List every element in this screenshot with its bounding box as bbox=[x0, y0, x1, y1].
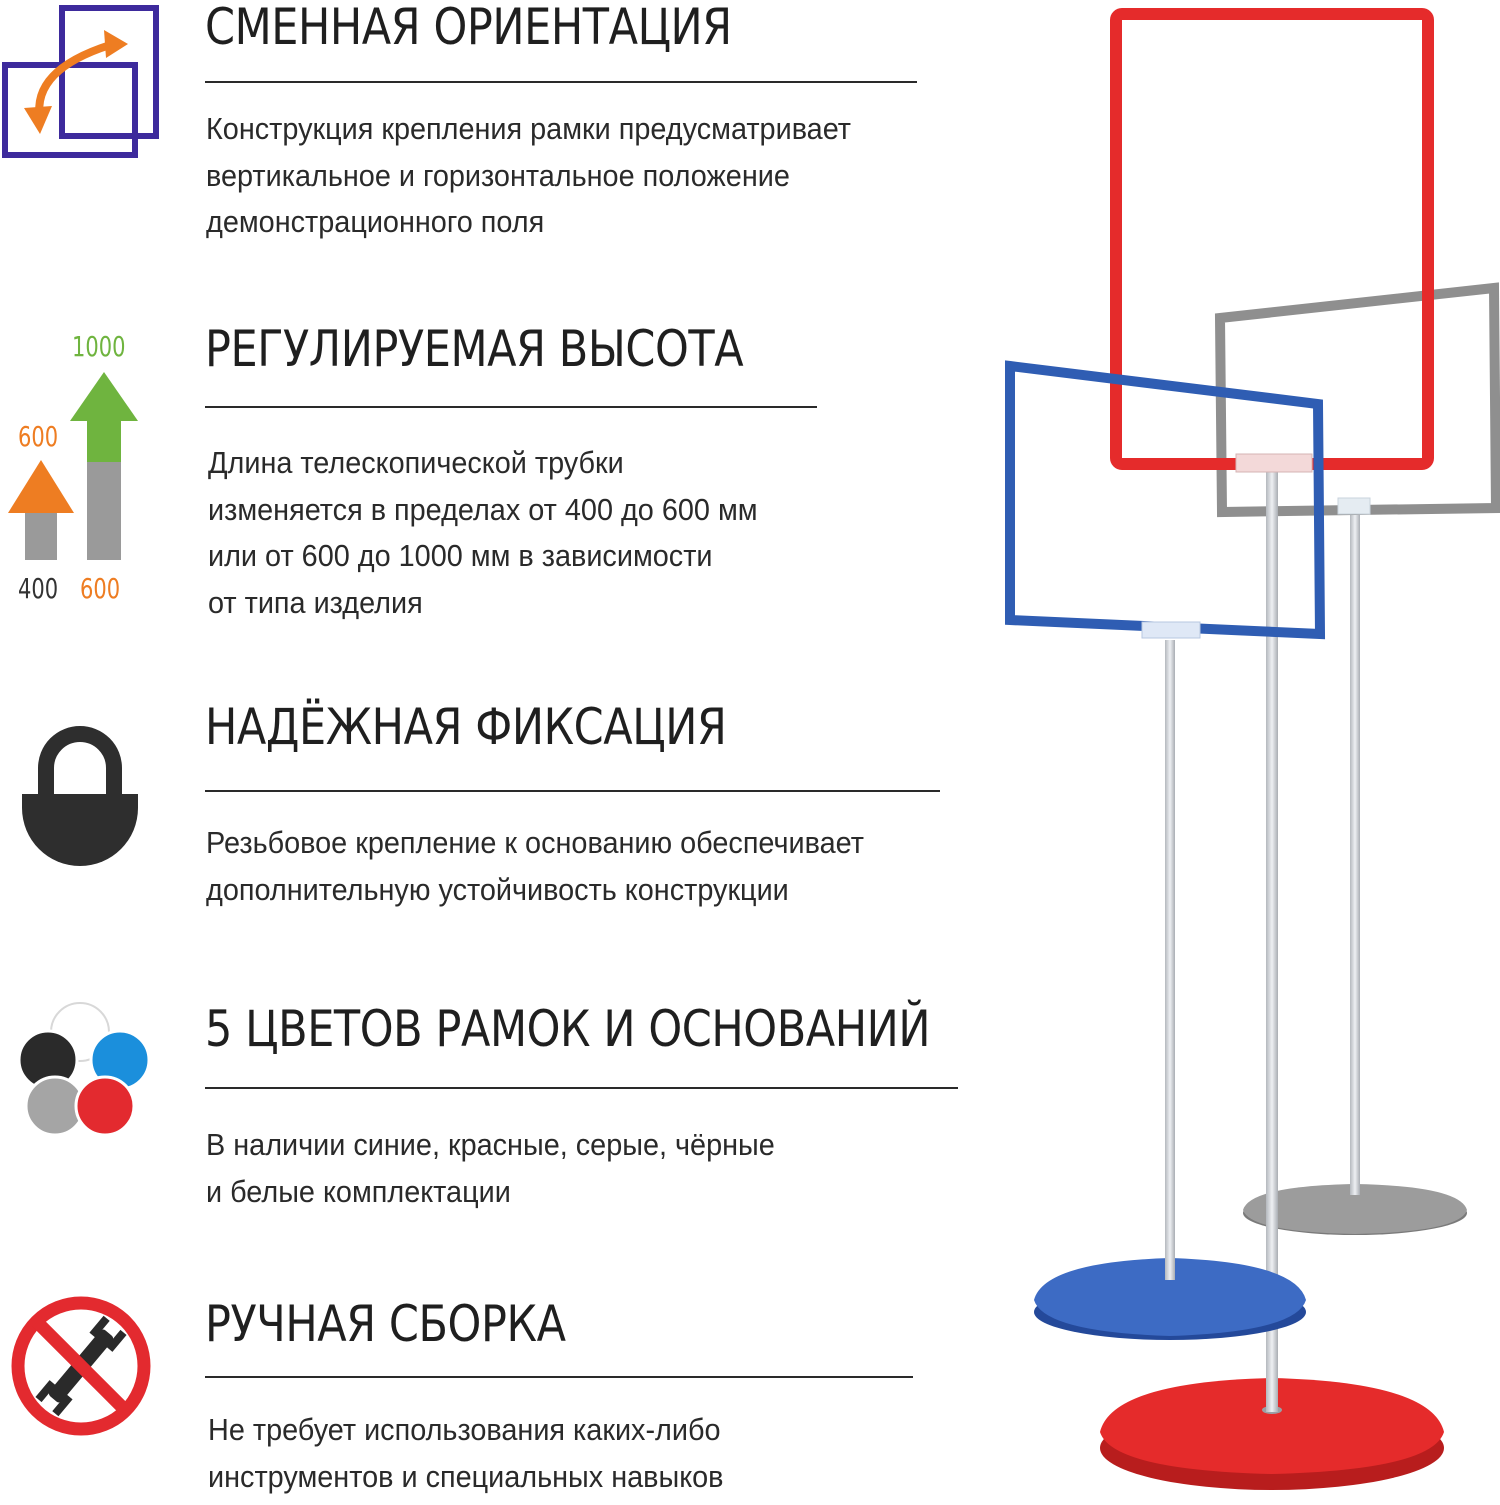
color-dots-icon bbox=[8, 1000, 158, 1145]
feature-description bbox=[206, 820, 864, 913]
title-underline bbox=[205, 81, 917, 83]
description-line: и белые комплектации bbox=[206, 1173, 511, 1209]
description-line: демонстрационного поля bbox=[206, 204, 545, 239]
description-line: дополнительную устойчивость конструкции bbox=[206, 871, 789, 907]
height-label-600-mid: 600 bbox=[18, 420, 59, 453]
feature-title: РЕГУЛИРУЕМАЯ ВЫСОТА bbox=[205, 320, 744, 378]
feature-assembly bbox=[0, 1295, 980, 1500]
feature-description bbox=[208, 440, 758, 626]
feature-height bbox=[0, 320, 980, 640]
orientation-swap-icon bbox=[0, 0, 165, 170]
description-line: изменяется в пределах от 400 до 600 мм bbox=[208, 491, 758, 527]
feature-description bbox=[206, 1122, 775, 1215]
height-arrows-icon bbox=[0, 320, 150, 620]
feature-description bbox=[208, 1407, 723, 1500]
product-illustration bbox=[980, 0, 1500, 1500]
description-line: Не требует использования каких-либо bbox=[208, 1412, 721, 1447]
height-label-400: 400 bbox=[18, 572, 59, 605]
description-line: или от 600 до 1000 мм в зависимости bbox=[208, 538, 713, 573]
title-underline bbox=[205, 1087, 958, 1089]
feature-title: 5 ЦВЕТОВ РАМОК И ОСНОВАНИЙ bbox=[205, 1000, 931, 1058]
feature-description bbox=[206, 106, 851, 246]
title-underline bbox=[205, 790, 940, 792]
gray-stand bbox=[1220, 288, 1496, 1235]
height-label-600-bottom: 600 bbox=[80, 572, 121, 605]
title-underline bbox=[205, 406, 817, 408]
description-line: В наличии синие, красные, серые, чёрные bbox=[206, 1127, 775, 1162]
description-line: Конструкция крепления рамки предусматривает bbox=[206, 111, 852, 146]
height-label-1000: 1000 bbox=[72, 330, 126, 363]
feature-orientation bbox=[0, 0, 980, 300]
description-line: Резьбовое крепление к основанию обеспечивает bbox=[206, 825, 864, 860]
description-line: от типа изделия bbox=[208, 584, 423, 620]
description-line: Длина телескопической трубки bbox=[208, 445, 624, 480]
feature-title: РУЧНАЯ СБОРКА bbox=[205, 1295, 566, 1353]
padlock-icon bbox=[18, 718, 142, 873]
feature-title: СМЕННАЯ ОРИЕНТАЦИЯ bbox=[205, 0, 732, 56]
feature-title: НАДЁЖНАЯ ФИКСАЦИЯ bbox=[205, 698, 727, 756]
feature-colors bbox=[0, 1000, 980, 1230]
no-tools-icon bbox=[10, 1295, 152, 1442]
feature-fixation bbox=[0, 700, 980, 930]
title-underline bbox=[205, 1376, 913, 1378]
description-line: инструментов и специальных навыков bbox=[208, 1458, 724, 1494]
description-line: вертикальное и горизонтальное положение bbox=[206, 157, 790, 193]
